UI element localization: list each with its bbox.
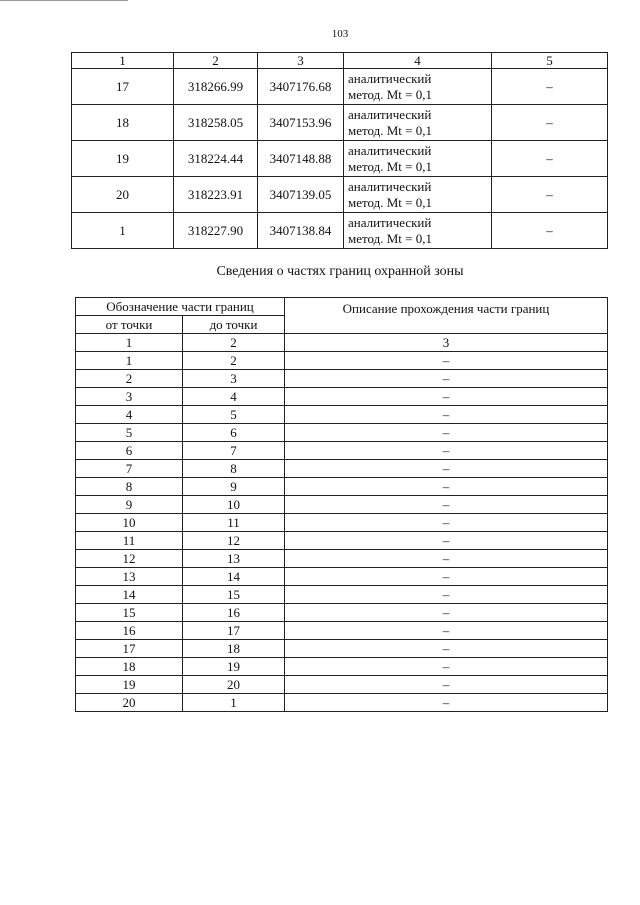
- description-cell: –: [285, 694, 608, 712]
- to-point-cell: 7: [183, 442, 285, 460]
- method-text: метод. Mt = 0,1: [348, 86, 432, 102]
- table-row: [76, 532, 608, 550]
- to-point-cell: 16: [183, 604, 285, 622]
- to-point-cell: 11: [183, 514, 285, 532]
- description-cell: –: [285, 604, 608, 622]
- from-point-cell: 9: [76, 496, 183, 514]
- table-row: [76, 640, 608, 658]
- page-corner-rule: [0, 0, 128, 1]
- to-point-cell: 4: [183, 388, 285, 406]
- to-point-cell: 15: [183, 586, 285, 604]
- parts-header-row: [76, 298, 608, 316]
- from-point-header: от точки: [76, 316, 183, 334]
- to-point-cell: 17: [183, 622, 285, 640]
- table-row: [76, 604, 608, 622]
- table-row: [72, 105, 608, 141]
- table-row: [72, 213, 608, 249]
- x-coordinate-cell: 318258.05: [174, 105, 258, 141]
- description-cell: –: [285, 640, 608, 658]
- y-coordinate-cell: 3407138.84: [258, 213, 344, 249]
- method-text: метод. Mt = 0,1: [348, 230, 432, 246]
- method-text: метод. Mt = 0,1: [348, 158, 432, 174]
- table-row: [76, 478, 608, 496]
- method-text: метод. Mt = 0,1: [348, 122, 432, 138]
- table-row: [76, 496, 608, 514]
- from-point-cell: 7: [76, 460, 183, 478]
- note-cell: –: [492, 213, 608, 249]
- x-coordinate-cell: 318266.99: [174, 69, 258, 105]
- description-cell: –: [285, 568, 608, 586]
- method-cell: [344, 213, 492, 249]
- method-cell: [344, 177, 492, 213]
- table-row: [72, 141, 608, 177]
- to-point-cell: 20: [183, 676, 285, 694]
- from-point-cell: 12: [76, 550, 183, 568]
- y-coordinate-cell: 3407139.05: [258, 177, 344, 213]
- from-point-cell: 10: [76, 514, 183, 532]
- table-row: [72, 177, 608, 213]
- from-point-cell: 1: [76, 352, 183, 370]
- from-point-cell: 4: [76, 406, 183, 424]
- from-point-cell: 14: [76, 586, 183, 604]
- from-point-cell: 6: [76, 442, 183, 460]
- from-point-cell: 17: [76, 640, 183, 658]
- method-cell: [344, 105, 492, 141]
- table-row: [76, 658, 608, 676]
- note-cell: –: [492, 141, 608, 177]
- description-cell: –: [285, 478, 608, 496]
- point-number-cell: 1: [72, 213, 174, 249]
- coordinates-table: [71, 52, 608, 249]
- column-index-cell: 3: [285, 334, 608, 352]
- table-row: [76, 442, 608, 460]
- table-row: [76, 550, 608, 568]
- boundary-description-header: Описание прохождения части границ: [285, 298, 608, 334]
- from-point-cell: 2: [76, 370, 183, 388]
- table-row: [76, 460, 608, 478]
- from-point-cell: 18: [76, 658, 183, 676]
- table-row: [76, 388, 608, 406]
- table-row: [76, 676, 608, 694]
- method-text: аналитический: [348, 178, 432, 194]
- description-cell: –: [285, 622, 608, 640]
- description-cell: –: [285, 676, 608, 694]
- description-cell: –: [285, 370, 608, 388]
- table-row: [76, 514, 608, 532]
- description-cell: –: [285, 586, 608, 604]
- to-point-cell: 14: [183, 568, 285, 586]
- boundary-parts-table: [75, 297, 608, 712]
- table-row: [76, 406, 608, 424]
- table-row: [76, 694, 608, 712]
- table-row: [76, 424, 608, 442]
- method-text: метод. Mt = 0,1: [348, 194, 432, 210]
- description-cell: –: [285, 424, 608, 442]
- section-title: Сведения о частях границ охранной зоны: [216, 264, 464, 279]
- to-point-cell: 10: [183, 496, 285, 514]
- column-index-cell: 5: [492, 53, 608, 69]
- to-point-cell: 2: [183, 352, 285, 370]
- table-row: [76, 568, 608, 586]
- from-point-cell: 19: [76, 676, 183, 694]
- to-point-cell: 9: [183, 478, 285, 496]
- from-point-cell: 20: [76, 694, 183, 712]
- note-cell: –: [492, 177, 608, 213]
- description-cell: –: [285, 514, 608, 532]
- to-point-cell: 6: [183, 424, 285, 442]
- page-number: 103: [331, 28, 349, 40]
- method-cell: [344, 69, 492, 105]
- column-index-cell: 1: [76, 334, 183, 352]
- to-point-cell: 13: [183, 550, 285, 568]
- y-coordinate-cell: 3407176.68: [258, 69, 344, 105]
- coordinates-header-row: [72, 53, 608, 69]
- table-row: [76, 352, 608, 370]
- note-cell: –: [492, 69, 608, 105]
- parts-index-row: [76, 334, 608, 352]
- table-row: [76, 586, 608, 604]
- boundary-part-designation-header: Обозначение части границ: [76, 298, 285, 316]
- to-point-cell: 3: [183, 370, 285, 388]
- method-text: аналитический: [348, 142, 432, 158]
- note-cell: –: [492, 105, 608, 141]
- method-text: аналитический: [348, 70, 432, 86]
- description-cell: –: [285, 406, 608, 424]
- point-number-cell: 20: [72, 177, 174, 213]
- to-point-cell: 1: [183, 694, 285, 712]
- to-point-cell: 12: [183, 532, 285, 550]
- method-text: аналитический: [348, 214, 432, 230]
- from-point-cell: 3: [76, 388, 183, 406]
- column-index-cell: 4: [344, 53, 492, 69]
- description-cell: –: [285, 460, 608, 478]
- description-cell: –: [285, 352, 608, 370]
- y-coordinate-cell: 3407148.88: [258, 141, 344, 177]
- table-row: [76, 370, 608, 388]
- x-coordinate-cell: 318227.90: [174, 213, 258, 249]
- from-point-cell: 13: [76, 568, 183, 586]
- from-point-cell: 8: [76, 478, 183, 496]
- from-point-cell: 5: [76, 424, 183, 442]
- x-coordinate-cell: 318223.91: [174, 177, 258, 213]
- column-index-cell: 1: [72, 53, 174, 69]
- description-cell: –: [285, 532, 608, 550]
- to-point-cell: 5: [183, 406, 285, 424]
- to-point-cell: 8: [183, 460, 285, 478]
- x-coordinate-cell: 318224.44: [174, 141, 258, 177]
- y-coordinate-cell: 3407153.96: [258, 105, 344, 141]
- from-point-cell: 15: [76, 604, 183, 622]
- to-point-cell: 18: [183, 640, 285, 658]
- description-cell: –: [285, 550, 608, 568]
- from-point-cell: 11: [76, 532, 183, 550]
- to-point-header: до точки: [183, 316, 285, 334]
- point-number-cell: 18: [72, 105, 174, 141]
- column-index-cell: 2: [174, 53, 258, 69]
- method-cell: [344, 141, 492, 177]
- column-index-cell: 2: [183, 334, 285, 352]
- description-cell: –: [285, 496, 608, 514]
- point-number-cell: 19: [72, 141, 174, 177]
- table-row: [76, 622, 608, 640]
- from-point-cell: 16: [76, 622, 183, 640]
- point-number-cell: 17: [72, 69, 174, 105]
- column-index-cell: 3: [258, 53, 344, 69]
- table-row: [72, 69, 608, 105]
- description-cell: –: [285, 442, 608, 460]
- description-cell: –: [285, 658, 608, 676]
- method-text: аналитический: [348, 106, 432, 122]
- description-cell: –: [285, 388, 608, 406]
- to-point-cell: 19: [183, 658, 285, 676]
